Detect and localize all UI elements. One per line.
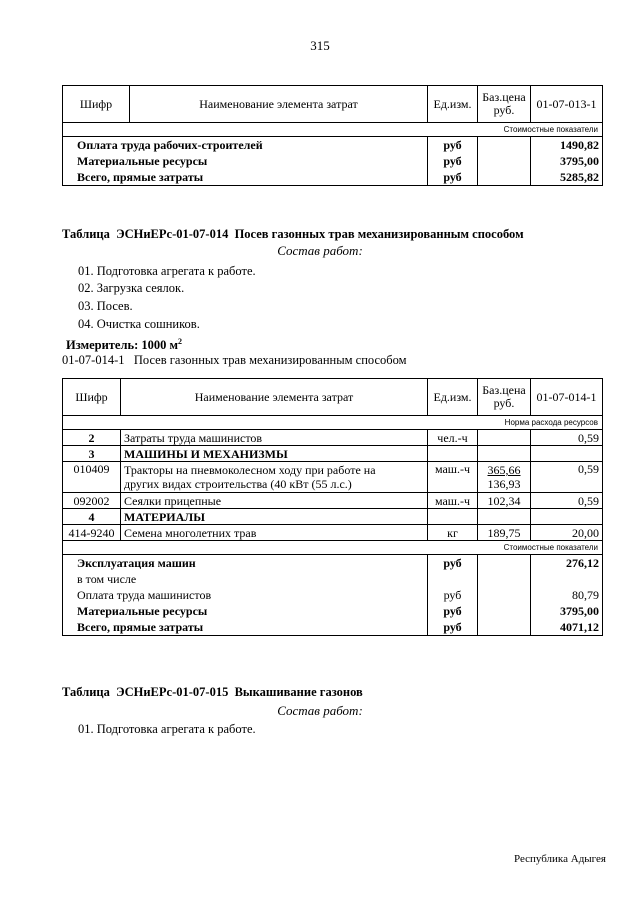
summary-value: 3795,00 — [531, 603, 603, 619]
position-line — [62, 353, 407, 368]
row-norm: 0,59 — [531, 462, 603, 493]
row-price — [478, 430, 531, 446]
summary-value: 4071,12 — [531, 619, 603, 636]
position-code: 01-07-014-1 — [62, 353, 125, 367]
summary-unit: руб — [428, 555, 478, 572]
header-code: Шифр — [63, 86, 130, 123]
resource-caption: Норма расхода ресурсов — [478, 416, 603, 430]
header-norm-code: 01-07-014-1 — [531, 379, 603, 416]
work-item: 02. Загрузка сеялок. — [78, 281, 185, 295]
row-unit: кг — [428, 525, 478, 541]
summary-unit: руб — [428, 619, 478, 636]
summary-unit: руб — [428, 153, 478, 169]
summary-value: 5285,82 — [531, 169, 603, 186]
table-header-row — [63, 86, 603, 123]
row-norm: 20,00 — [531, 525, 603, 541]
row-norm: 0,59 — [531, 430, 603, 446]
summary-name: Оплата труда рабочих-строителей — [63, 137, 428, 154]
work-item: 01. Подготовка агрегата к работе. — [78, 264, 256, 278]
row-unit: маш.-ч — [428, 462, 478, 493]
row-price: 102,34 — [478, 493, 531, 509]
summary-name: Оплата труда машинистов — [63, 587, 428, 603]
row-code: 414-9240 — [63, 525, 121, 541]
summary-name: Всего, прямые затраты — [63, 169, 428, 186]
row-name: Семена многолетних трав — [121, 525, 428, 541]
header-unit: Ед.изм. — [428, 379, 478, 416]
table-row — [63, 430, 603, 446]
header-norm-code: 01-07-013-1 — [531, 86, 603, 123]
cost-table-013-1 — [62, 85, 603, 186]
row-code: 092002 — [63, 493, 121, 509]
summary-unit: руб — [428, 603, 478, 619]
header-code: Шифр — [63, 379, 121, 416]
position-name: Посев газонных трав механизированным способом — [133, 353, 407, 367]
row-name: МАШИНЫ И МЕХАНИЗМЫ — [121, 446, 428, 462]
table-header-row — [63, 379, 603, 416]
summary-row — [63, 137, 603, 154]
summary-unit: руб — [428, 169, 478, 186]
summary-row — [63, 587, 603, 603]
row-name: Тракторы на пневмоколесном ходу при работе на других видах строительства (40 кВт (55 л.с.) — [121, 462, 428, 493]
summary-name: в том числе — [63, 571, 428, 587]
work-item: 01. Подготовка агрегата к работе. — [78, 722, 256, 736]
row-name: Сеялки прицепные — [121, 493, 428, 509]
summary-unit: руб — [428, 587, 478, 603]
row-norm: 0,59 — [531, 493, 603, 509]
row-unit: маш.-ч — [428, 493, 478, 509]
section-title: Таблица ЭСНиЕРс-01-07-014 Посев газонных трав механизированным способом — [62, 227, 524, 241]
header-unit: Ед.изм. — [428, 86, 478, 123]
summary-name: Всего, прямые затраты — [63, 619, 428, 636]
page-number: 315 — [310, 38, 330, 53]
cost-caption: Стоимостные показатели — [478, 123, 603, 137]
row-code: 3 — [63, 446, 121, 462]
cost-caption: Стоимостные показатели — [478, 541, 603, 555]
summary-row — [63, 169, 603, 186]
header-name: Наименование элемента затрат — [130, 86, 428, 123]
header-name: Наименование элемента затрат — [121, 379, 428, 416]
summary-value: 3795,00 — [531, 153, 603, 169]
row-unit: чел.-ч — [428, 430, 478, 446]
summary-name: Эксплуатация машин — [63, 555, 428, 572]
summary-row — [63, 153, 603, 169]
composition-label: Состав работ: — [277, 703, 363, 718]
measure-unit: Измеритель: 1000 $м^2$ — [66, 337, 183, 353]
row-code: 010409 — [63, 462, 121, 493]
row-price: 365,66 136,93 — [478, 462, 531, 493]
summary-row — [63, 571, 603, 587]
summary-unit: руб — [428, 137, 478, 154]
header-base-price: Баз.цена руб. — [478, 86, 531, 123]
cost-table-014-1 — [62, 378, 603, 636]
row-price: 189,75 — [478, 525, 531, 541]
caption-row — [63, 541, 603, 555]
summary-row — [63, 555, 603, 572]
caption-row — [63, 123, 603, 137]
table-row — [63, 509, 603, 525]
table-row — [63, 525, 603, 541]
table-row — [63, 462, 603, 493]
footer-region: Республика Адыгея — [513, 853, 606, 865]
summary-row — [63, 619, 603, 636]
work-item: 04. Очистка сошников. — [78, 317, 200, 331]
summary-row — [63, 603, 603, 619]
row-name: МАТЕРИАЛЫ — [121, 509, 428, 525]
row-name: Затраты труда машинистов — [121, 430, 428, 446]
summary-value: 1490,82 — [531, 137, 603, 154]
header-base-price: Баз.цена руб. — [478, 379, 531, 416]
row-code: 2 — [63, 430, 121, 446]
table-row — [63, 493, 603, 509]
row-code: 4 — [63, 509, 121, 525]
summary-name: Материальные ресурсы — [63, 603, 428, 619]
composition-label: Состав работ: — [277, 243, 363, 258]
summary-name: Материальные ресурсы — [63, 153, 428, 169]
work-item: 03. Посев. — [78, 299, 133, 313]
caption-row — [63, 416, 603, 430]
section-title: Таблица ЭСНиЕРс-01-07-015 Выкашивание газонов — [62, 685, 363, 699]
summary-value: 80,79 — [531, 587, 603, 603]
table-row — [63, 446, 603, 462]
summary-value: 276,12 — [531, 555, 603, 572]
